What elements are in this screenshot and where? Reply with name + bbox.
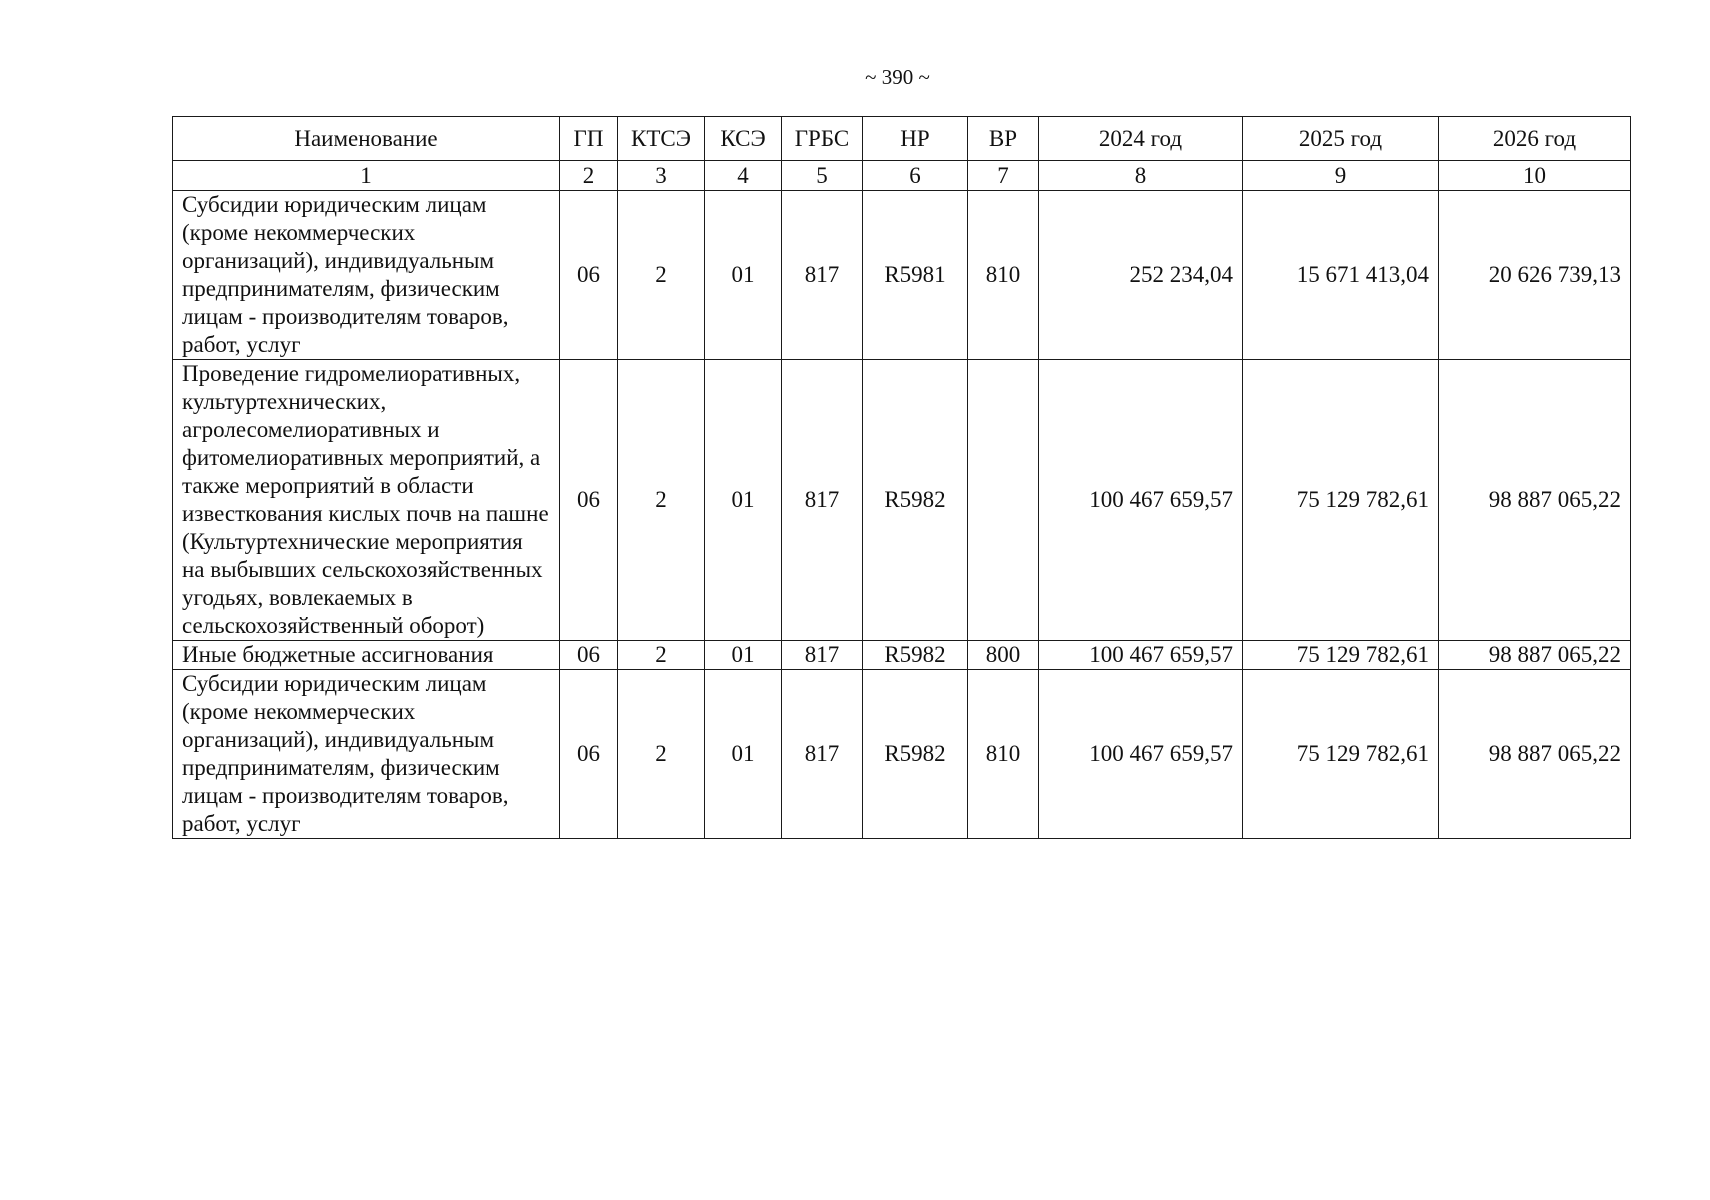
cell-2025: 75 129 782,61 xyxy=(1243,360,1439,641)
budget-table xyxy=(172,116,1631,839)
table-row xyxy=(173,360,1631,641)
header-row xyxy=(173,117,1631,161)
header-vr: ВР xyxy=(968,117,1039,161)
cell-2026: 98 887 065,22 xyxy=(1439,641,1631,670)
cell-ktse: 2 xyxy=(618,641,705,670)
cell-vr: 810 xyxy=(968,670,1039,839)
cell-grbs: 817 xyxy=(782,191,863,360)
cell-gp: 06 xyxy=(560,641,618,670)
header-gp: ГП xyxy=(560,117,618,161)
header-ktse: КТСЭ xyxy=(618,117,705,161)
column-number: 3 xyxy=(618,161,705,191)
cell-vr xyxy=(968,360,1039,641)
table-row xyxy=(173,670,1631,839)
cell-kse: 01 xyxy=(705,191,782,360)
cell-2025: 75 129 782,61 xyxy=(1243,670,1439,839)
column-number: 1 xyxy=(173,161,560,191)
column-number: 4 xyxy=(705,161,782,191)
column-number: 7 xyxy=(968,161,1039,191)
cell-2026: 98 887 065,22 xyxy=(1439,670,1631,839)
cell-kse: 01 xyxy=(705,360,782,641)
cell-2025: 15 671 413,04 xyxy=(1243,191,1439,360)
header-kse: КСЭ xyxy=(705,117,782,161)
header-name: Наименование xyxy=(173,117,560,161)
cell-2024: 100 467 659,57 xyxy=(1039,670,1243,839)
header-2025: 2025 год xyxy=(1243,117,1439,161)
cell-kse: 01 xyxy=(705,641,782,670)
cell-2026: 20 626 739,13 xyxy=(1439,191,1631,360)
cell-2024: 100 467 659,57 xyxy=(1039,360,1243,641)
header-nr: НР xyxy=(863,117,968,161)
header-grbs: ГРБС xyxy=(782,117,863,161)
cell-gp: 06 xyxy=(560,191,618,360)
column-number: 6 xyxy=(863,161,968,191)
cell-grbs: 817 xyxy=(782,670,863,839)
cell-2024: 100 467 659,57 xyxy=(1039,641,1243,670)
column-number: 9 xyxy=(1243,161,1439,191)
cell-kse: 01 xyxy=(705,670,782,839)
cell-nr: R5982 xyxy=(863,670,968,839)
table-row xyxy=(173,641,1631,670)
cell-ktse: 2 xyxy=(618,191,705,360)
column-number: 5 xyxy=(782,161,863,191)
column-number: 10 xyxy=(1439,161,1631,191)
cell-vr: 810 xyxy=(968,191,1039,360)
header-2026: 2026 год xyxy=(1439,117,1631,161)
page-number: ~ 390 ~ xyxy=(865,65,930,89)
row-name: Субсидии юридическим лицам (кроме некоммерческих организаций), индивидуальным предпринимателям, физическим лицам - производителям товаров, работ, услуг xyxy=(173,670,560,839)
column-number: 2 xyxy=(560,161,618,191)
cell-ktse: 2 xyxy=(618,360,705,641)
table-row xyxy=(173,191,1631,360)
row-name: Субсидии юридическим лицам (кроме некоммерческих организаций), индивидуальным предпринимателям, физическим лицам - производителям товаров, работ, услуг xyxy=(173,191,560,360)
cell-2026: 98 887 065,22 xyxy=(1439,360,1631,641)
row-name: Иные бюджетные ассигнования xyxy=(173,641,560,670)
cell-gp: 06 xyxy=(560,670,618,839)
cell-2024: 252 234,04 xyxy=(1039,191,1243,360)
cell-2025: 75 129 782,61 xyxy=(1243,641,1439,670)
column-number-row xyxy=(173,161,1631,191)
cell-nr: R5981 xyxy=(863,191,968,360)
cell-ktse: 2 xyxy=(618,670,705,839)
row-name: Проведение гидромелиоративных, культуртехнических, агролесомелиоративных и фитомелиоративных мероприятий, а также мероприятий в области известкования кислых почв на пашне (Культуртехнические мероприятия на выбывших сельскохозяйственных угодьях, вовлекаемых в сельскохозяйственный оборот) xyxy=(173,360,560,641)
cell-grbs: 817 xyxy=(782,641,863,670)
cell-grbs: 817 xyxy=(782,360,863,641)
cell-nr: R5982 xyxy=(863,360,968,641)
header-2024: 2024 год xyxy=(1039,117,1243,161)
cell-vr: 800 xyxy=(968,641,1039,670)
cell-gp: 06 xyxy=(560,360,618,641)
column-number: 8 xyxy=(1039,161,1243,191)
cell-nr: R5982 xyxy=(863,641,968,670)
